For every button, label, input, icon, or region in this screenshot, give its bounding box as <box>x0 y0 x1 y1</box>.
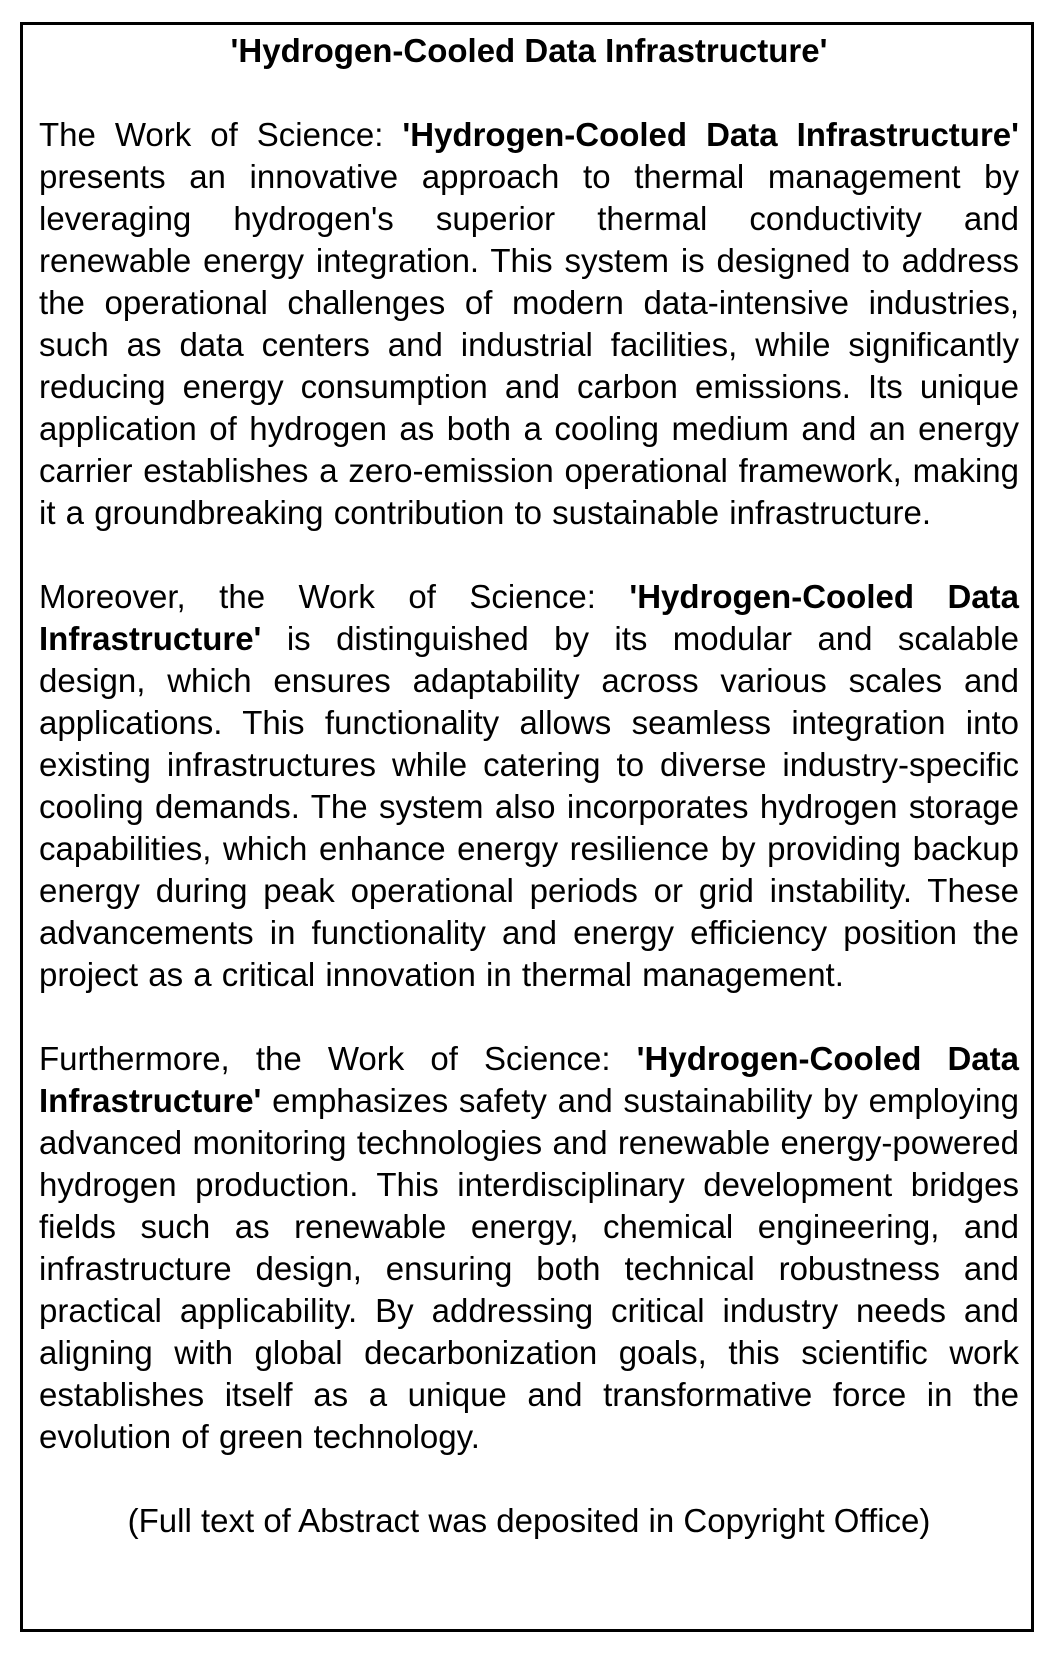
paragraph-1-body-text: presents an innovative approach to thermal management by leveraging hydrogen's superior thermal conductivity and renewable energy integration. This system is designed to address the operational challenges of modern data-intensive industries, such as data centers and industrial facilities, while significantly reducing energy consumption and carbon emissions. Its unique application of hydrogen as both a cooling medium and an energy carrier establishes a zero-emission operational framework, making it a groundbreaking contribution to sustainable infrastructure. <box>39 158 1019 531</box>
paragraph-3-lead-text: Furthermore, the Work of Science: <box>39 1040 637 1077</box>
work-title-bold-1: 'Hydrogen-Cooled Data Infrastructure' <box>402 116 1020 153</box>
abstract-paragraph-3 <box>39 1038 1019 1458</box>
work-title-bold-2: 'Hydrogen-Cooled Data Infrastructure' <box>39 578 1019 657</box>
paragraph-1-lead-text: The Work of Science: <box>39 116 403 153</box>
document-title: 'Hydrogen-Cooled Data Infrastructure' <box>230 32 828 69</box>
work-title-bold-3: 'Hydrogen-Cooled Data Infrastructure' <box>39 1040 1019 1119</box>
paragraph-2-body-text: is distinguished by its modular and scalable design, which ensures adaptability across various scales and applications. This functionality allows seamless integration into existing infrastructures while catering to diverse industry-specific cooling demands. The system also incorporates hydrogen storage capabilities, which enhance energy resilience by providing backup energy during peak operational periods or grid instability. These advancements in functionality and energy efficiency position the project as a critical innovation in thermal management. <box>39 620 1019 993</box>
abstract-document-frame <box>20 22 1034 1632</box>
footer-note: (Full text of Abstract was deposited in Copyright Office) <box>127 1502 931 1539</box>
paragraph-2-lead-text: Moreover, the Work of Science: <box>39 578 630 615</box>
abstract-paragraph-2 <box>39 576 1019 996</box>
abstract-paragraph-1 <box>39 114 1019 534</box>
paragraph-3-body-text: emphasizes safety and sustainability by employing advanced monitoring technologies and renewable energy-powered hydrogen production. This interdisciplinary development bridges fields such as renewable energy, chemical engineering, and infrastructure design, ensuring both technical robustness and practical applicability. By addressing critical industry needs and aligning with global decarbonization goals, this scientific work establishes itself as a unique and transformative force in the evolution of green technology. <box>39 1082 1019 1455</box>
